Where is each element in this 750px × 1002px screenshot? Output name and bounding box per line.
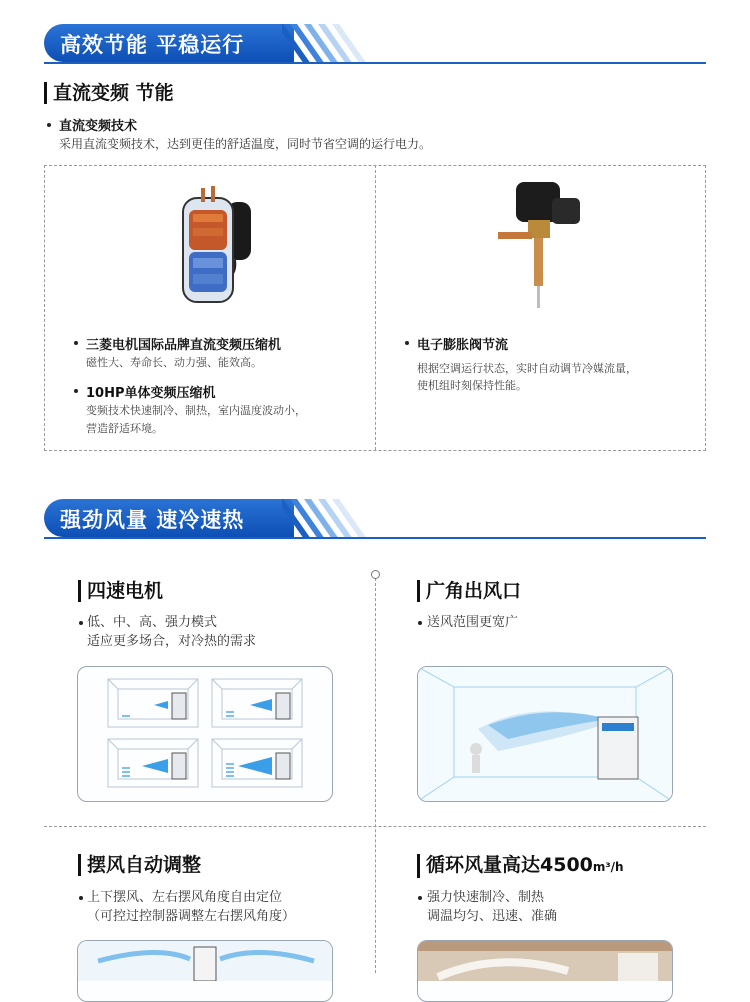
banner-rule: [44, 537, 706, 539]
wide-angle-panel: [417, 666, 673, 802]
feature-heading-unit: m³/h: [592, 860, 624, 874]
compressor-image: [175, 180, 265, 310]
box-divider: [375, 165, 376, 450]
airflow-illustration: [418, 941, 672, 981]
feature-text-2: 调温均匀、迅速、准确: [427, 909, 558, 924]
feature-heading: 摆风自动调整: [78, 854, 201, 876]
wide-angle-illustration: [418, 667, 672, 801]
banner-stripes: [282, 24, 382, 62]
valve-text-2: 使机组时刻保持性能。: [417, 379, 527, 392]
banner-title: 强劲风量 速冷速热: [60, 508, 245, 532]
single-compressor-title: 10HP单体变频压缩机: [86, 386, 216, 401]
section-heading: 直流变频 节能: [44, 82, 174, 104]
valve-title: 电子膨胀阀节流: [417, 338, 509, 353]
feature-text-1: 强力快速制冷、制热: [427, 890, 545, 905]
single-compressor-text-2: 营造舒适环境。: [86, 422, 163, 435]
bullet-dot: [74, 341, 78, 345]
feature-text-1: 上下摆风、左右摆风角度自由定位: [87, 890, 283, 905]
grid-divider-vertical: [375, 578, 376, 973]
intro-text: 采用直流变频技术，达到更佳的舒适温度，同时节省空调的运行电力。: [59, 137, 432, 151]
four-speed-panel: [77, 666, 333, 802]
bullet-dot: [74, 389, 78, 393]
swing-illustration: [78, 941, 332, 981]
bullet-dot: [405, 341, 409, 345]
banner-title: 高效节能 平稳运行: [60, 33, 245, 57]
feature-text-2: （可控过控制器调整左右摆风角度）: [87, 909, 296, 924]
grid-node: [371, 570, 380, 579]
bullet-dot: [79, 621, 83, 625]
bullet-dot: [79, 896, 83, 900]
banner-stripes: [282, 499, 382, 537]
swing-panel: [77, 940, 333, 1002]
single-compressor-text-1: 变频技术快速制冷、制热，室内温度波动小，: [86, 404, 306, 417]
section2-banner: [44, 499, 706, 541]
feature-heading: 四速电机: [78, 580, 163, 602]
feature-heading: [417, 854, 624, 878]
grid-divider-horizontal: [44, 826, 706, 827]
intro-title: 直流变频技术: [59, 119, 138, 134]
valve-text-1: 根据空调运行状态，实时自动调节冷媒流量，: [417, 362, 637, 375]
compressor-title: 三菱电机国际品牌直流变频压缩机: [86, 338, 282, 353]
feature-text-1: 送风范围更宽广: [427, 615, 519, 630]
feature-text-2: 适应更多场合，对冷热的需求: [87, 634, 257, 649]
feature-heading: 广角出风口: [417, 580, 521, 602]
bullet-dot: [47, 123, 51, 127]
four-speed-illustration: [78, 667, 332, 801]
compressor-text: 磁性大、寿命长、动力强、能效高。: [86, 356, 262, 369]
feature-text-1: 低、中、高、强力模式: [87, 615, 218, 630]
bullet-dot: [418, 896, 422, 900]
expansion-valve-image: [496, 180, 596, 310]
section1-banner: [44, 24, 706, 66]
airflow-panel: [417, 940, 673, 1002]
feature-heading-text: 循环风量高达4500: [426, 854, 593, 876]
bullet-dot: [418, 621, 422, 625]
banner-rule: [44, 62, 706, 64]
